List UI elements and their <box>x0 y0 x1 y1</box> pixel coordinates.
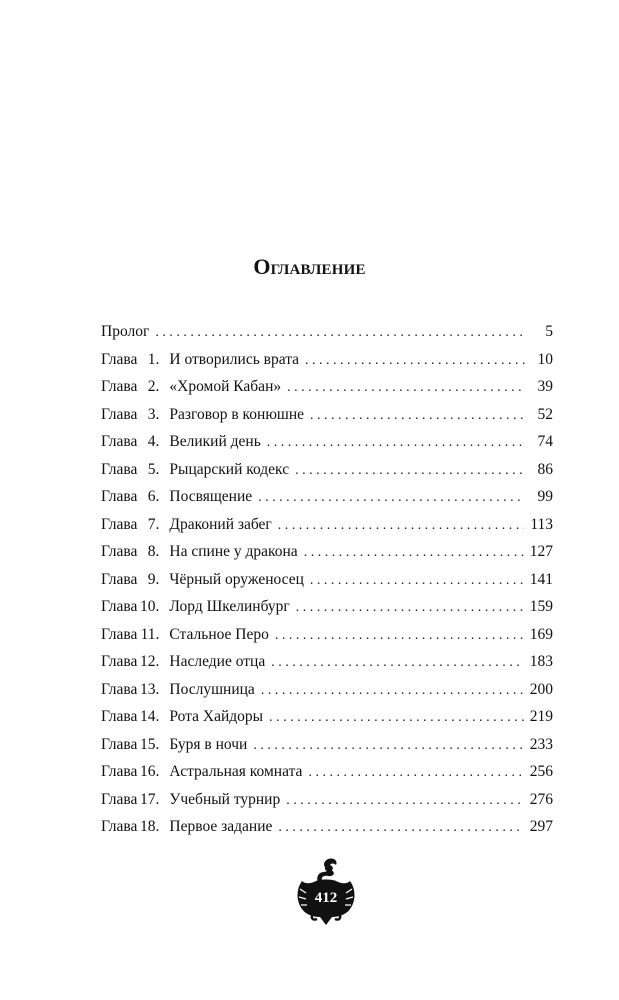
toc-entry-chapter-5 <box>101 456 553 484</box>
chapter-number: 10. <box>140 598 160 615</box>
dot-leader <box>310 402 525 430</box>
page-number: 10 <box>537 350 553 368</box>
chapter-label <box>101 401 163 429</box>
page-number: 233 <box>529 735 553 753</box>
dragon-emblem-icon <box>290 855 362 927</box>
dot-leader <box>310 567 524 595</box>
toc-entry-chapter-6 <box>101 483 553 511</box>
toc-entry-prolog <box>101 318 553 346</box>
chapter-title: Послушница <box>169 680 255 698</box>
toc-entry-chapter-18 <box>101 813 553 841</box>
page-number: 5 <box>545 323 553 340</box>
chapter-label <box>101 813 163 841</box>
page-number: 297 <box>529 818 553 835</box>
dot-leader <box>253 732 523 760</box>
page-number: 74 <box>537 433 553 450</box>
chapter-title: Буря в ночи <box>169 735 248 753</box>
chapter-number: 16. <box>140 763 160 780</box>
chapter-label <box>101 648 163 676</box>
page-number: 127 <box>529 543 553 560</box>
chapter-label <box>101 511 163 539</box>
chapter-label <box>101 456 163 484</box>
chapter-label <box>101 758 163 786</box>
dot-leader <box>305 347 525 375</box>
page-number: 86 <box>537 460 553 478</box>
chapter-word: Глава <box>101 515 138 533</box>
dot-leader <box>287 374 525 402</box>
chapter-title: Рота Хайдоры <box>169 708 264 725</box>
chapter-title: Драконий забег <box>169 515 272 533</box>
chapter-title: Пролог <box>101 323 150 340</box>
chapter-label <box>101 703 163 731</box>
chapter-number: 5. <box>147 460 160 478</box>
chapter-number: 6. <box>147 488 160 505</box>
dot-leader <box>261 677 524 705</box>
chapter-word: Глава <box>101 378 138 395</box>
page-number: 113 <box>530 515 553 533</box>
toc-entry-chapter-9 <box>101 566 553 594</box>
chapter-label <box>101 593 163 621</box>
chapter-number: 15. <box>140 735 160 753</box>
chapter-label <box>101 538 163 566</box>
chapter-word: Глава <box>101 625 138 643</box>
dot-leader <box>278 814 523 842</box>
dot-leader <box>304 539 524 567</box>
chapter-title: Наследие отца <box>169 653 266 670</box>
chapter-title: Стальное Перо <box>169 625 269 643</box>
chapter-title: Рыцарский кодекс <box>169 460 290 478</box>
chapter-label <box>101 373 163 401</box>
chapter-label <box>101 731 163 759</box>
chapter-word: Глава <box>101 763 138 780</box>
chapter-word: Глава <box>101 708 138 725</box>
page-number: 141 <box>529 570 553 588</box>
chapter-number: 2. <box>147 378 160 395</box>
page-number: 52 <box>537 405 553 423</box>
page-number: 39 <box>537 378 553 395</box>
chapter-title: Чёрный оруженосец <box>169 570 304 588</box>
toc-entry-chapter-14 <box>101 703 553 731</box>
dot-leader <box>275 622 524 650</box>
toc-entry-chapter-10 <box>101 593 553 621</box>
chapter-label <box>101 483 163 511</box>
chapter-number: 11. <box>140 625 160 643</box>
page-number: 183 <box>529 653 553 670</box>
chapter-title: Учебный турнир <box>169 790 281 808</box>
chapter-title: На спине у дракона <box>169 543 298 560</box>
chapter-label <box>101 566 163 594</box>
publisher-number: 412 <box>314 890 338 906</box>
chapter-number: 14. <box>140 708 160 725</box>
chapter-word: Глава <box>101 543 138 560</box>
page-number: 159 <box>529 598 553 615</box>
chapter-label <box>101 676 163 704</box>
chapter-word: Глава <box>101 735 138 753</box>
toc-entry-chapter-2 <box>101 373 553 401</box>
page-number: 99 <box>537 488 553 505</box>
page-number: 200 <box>529 680 553 698</box>
page-number: 256 <box>529 763 553 780</box>
chapter-title: Разговор в конюшне <box>169 405 305 423</box>
dot-leader <box>258 484 525 512</box>
chapter-word: Глава <box>101 818 138 835</box>
toc-entry-chapter-7 <box>101 511 553 539</box>
dot-leader <box>286 787 524 815</box>
page-title: Оглавление <box>253 254 366 279</box>
toc-entry-chapter-17 <box>101 786 553 814</box>
dot-leader <box>271 649 524 677</box>
chapter-number: 17. <box>140 790 160 808</box>
chapter-number: 13. <box>140 680 160 698</box>
chapter-word: Глава <box>101 653 138 670</box>
chapter-title: Великий день <box>169 433 261 450</box>
chapter-number: 9. <box>147 570 160 588</box>
chapter-word: Глава <box>101 570 138 588</box>
dot-leader <box>278 512 525 540</box>
chapter-word: Глава <box>101 790 138 808</box>
toc-entry-chapter-4 <box>101 428 553 456</box>
page-number: 219 <box>529 708 553 725</box>
chapter-word: Глава <box>101 350 138 368</box>
chapter-word: Глава <box>101 680 138 698</box>
toc-entry-chapter-12 <box>101 648 553 676</box>
dot-leader <box>267 429 525 457</box>
toc-entry-chapter-1 <box>101 346 553 374</box>
dot-leader <box>269 704 524 732</box>
chapter-label <box>101 428 163 456</box>
dot-leader <box>296 594 524 622</box>
chapter-label <box>101 786 163 814</box>
toc-entry-chapter-8 <box>101 538 553 566</box>
chapter-number: 8. <box>147 543 160 560</box>
toc-entry-chapter-3 <box>101 401 553 429</box>
chapter-title: Посвящение <box>169 488 253 505</box>
chapter-title: Астральная комната <box>169 763 303 780</box>
page-number: 276 <box>529 790 553 808</box>
dot-leader <box>155 319 525 347</box>
chapter-word: Глава <box>101 488 138 505</box>
toc-entry-chapter-13 <box>101 676 553 704</box>
chapter-title: «Хромой Кабан» <box>169 378 282 395</box>
dot-leader <box>308 759 523 787</box>
chapter-number: 12. <box>140 653 160 670</box>
dot-leader <box>295 457 525 485</box>
chapter-title: И отворились врата <box>169 350 300 368</box>
toc-entry-chapter-15 <box>101 731 553 759</box>
page-number: 169 <box>529 625 553 643</box>
chapter-number: 4. <box>147 433 160 450</box>
chapter-title: Лорд Шкелинбург <box>169 598 290 615</box>
chapter-number: 1. <box>147 350 160 368</box>
toc-entry-chapter-11 <box>101 621 553 649</box>
chapter-number: 3. <box>147 405 160 423</box>
chapter-label <box>101 621 163 649</box>
chapter-number: 7. <box>147 515 160 533</box>
chapter-label <box>101 346 163 374</box>
chapter-word: Глава <box>101 405 138 423</box>
chapter-title: Первое задание <box>169 818 273 835</box>
toc-entry-chapter-16 <box>101 758 553 786</box>
chapter-word: Глава <box>101 433 138 450</box>
chapter-word: Глава <box>101 598 138 615</box>
chapter-word: Глава <box>101 460 138 478</box>
table-of-contents <box>101 318 553 841</box>
chapter-number: 18. <box>140 818 160 835</box>
